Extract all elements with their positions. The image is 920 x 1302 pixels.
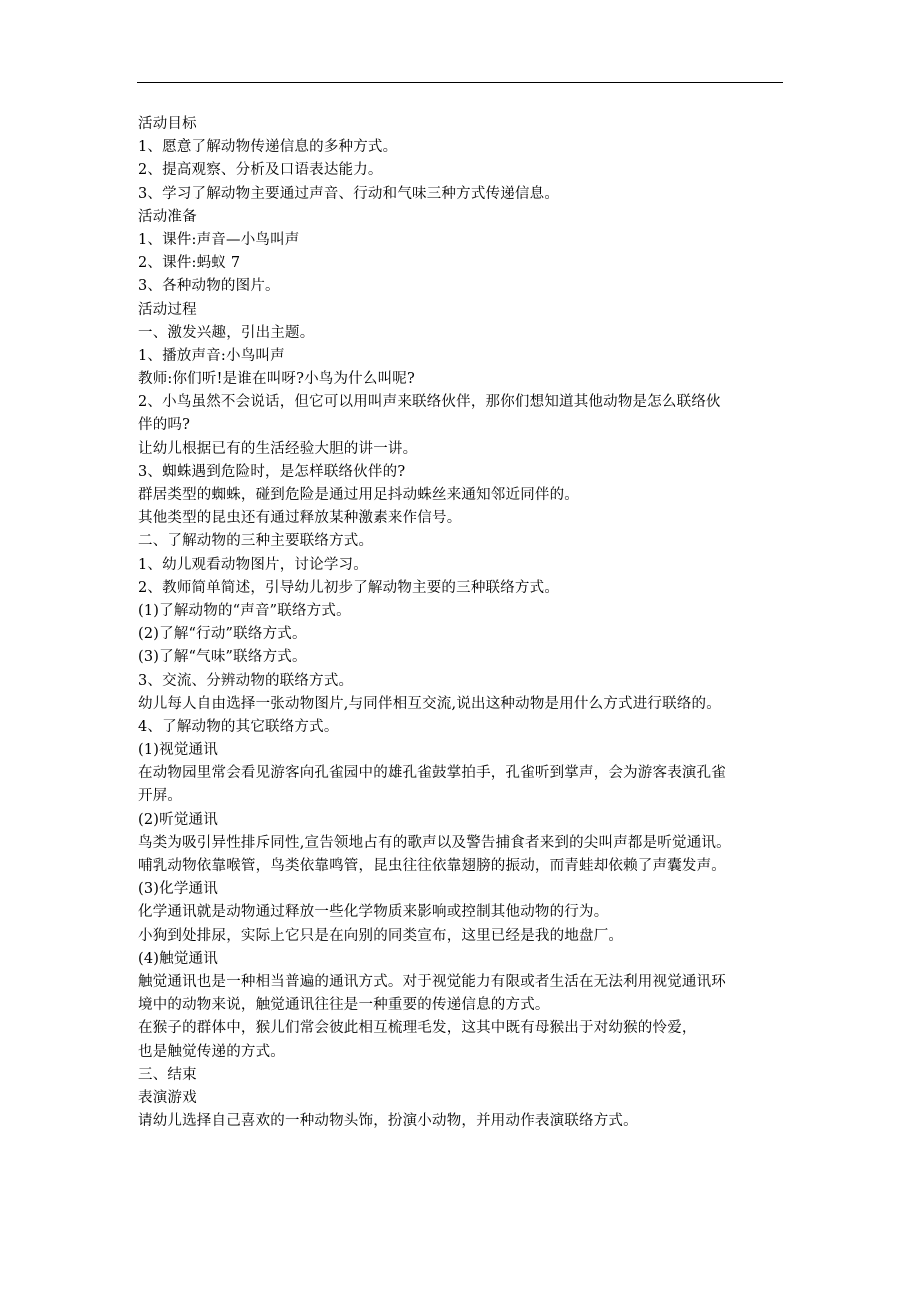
- text-line: 表演游戏: [138, 1089, 197, 1106]
- text-line: 2、课件:蚂蚁 7: [138, 255, 241, 272]
- text-line: 鸟类为吸引异性排斥同性,宣告领地占有的歌声以及警告捕食者来到的尖叫声都是听觉通讯。: [138, 834, 731, 851]
- document-body: [138, 113, 798, 1133]
- text-line: (4)触觉通讯: [138, 950, 218, 967]
- section-heading: 活动过程: [138, 301, 197, 318]
- section-heading: 活动目标: [138, 116, 197, 132]
- text-line: 让幼儿根据已有的生活经验大胆的讲一讲。: [138, 440, 418, 457]
- text-line: (2)听觉通讯: [138, 811, 218, 828]
- header-rule: [137, 82, 783, 83]
- text-line: 3、蜘蛛遇到危险时，是怎样联络伙伴的?: [138, 463, 406, 480]
- text-line: 一、激发兴趣，引出主题。: [138, 324, 315, 341]
- text-line: 触觉通讯也是一种相当普遍的通讯方式。对于视觉能力有限或者生活在无法利用视觉通讯环: [138, 973, 726, 990]
- text-line: 伴的吗?: [138, 417, 191, 434]
- text-line: (2)了解“行动”联络方式。: [138, 626, 307, 643]
- text-line: 1、课件:声音—小鸟叫声: [138, 231, 300, 248]
- text-line: 1、愿意了解动物传递信息的多种方式。: [138, 139, 398, 156]
- text-line: (3)化学通讯: [138, 881, 218, 898]
- text-line: 3、各种动物的图片。: [138, 278, 280, 295]
- text-line: 境中的动物来说，触觉通讯往往是一种重要的传递信息的方式。: [138, 997, 550, 1014]
- text-line: 幼儿每人自由选择一张动物图片,与同伴相互交流,说出这种动物是用什么方式进行联络的。: [138, 695, 721, 712]
- text-line: 三、结束: [138, 1066, 197, 1083]
- text-line: 开屏。: [138, 788, 183, 805]
- text-line: (1)视觉通讯: [138, 742, 218, 759]
- text-line: 1、幼儿观看动物图片，讨论学习。: [138, 556, 368, 573]
- text-line: 也是触觉传递的方式。: [138, 1043, 285, 1060]
- text-line: 其他类型的昆虫还有通过释放某种激素来作信号。: [138, 510, 462, 527]
- text-line: 化学通讯就是动物通过释放一些化学物质来影响或控制其他动物的行为。: [138, 904, 609, 921]
- text-line: 2、提高观察、分析及口语表达能力。: [138, 162, 383, 179]
- text-line: (1)了解动物的“声音”联络方式。: [138, 602, 351, 619]
- text-line: 群居类型的蜘蛛，碰到危险是通过用足抖动蛛丝来通知邻近同伴的。: [138, 487, 579, 503]
- text-line: 小狗到处排尿，实际上它只是在向别的同类宣布，这里已经是我的地盘厂。: [138, 927, 624, 944]
- text-line: 3、交流、分辨动物的联络方式。: [138, 672, 354, 689]
- text-line: 2、教师简单简述，引导幼儿初步了解动物主要的三种联络方式。: [138, 579, 560, 596]
- text-line: 请幼儿选择自己喜欢的一种动物头饰，扮演小动物，并用动作表演联络方式。: [138, 1113, 638, 1130]
- text-line: 1、播放声音:小鸟叫声: [138, 347, 285, 364]
- text-line: 教师:你们听!是谁在叫呀?小鸟为什么叫呢?: [138, 371, 415, 388]
- text-line: 在动物园里常会看见游客向孔雀园中的雄孔雀鼓掌拍手，孔雀听到掌声，会为游客表演孔雀: [138, 765, 726, 782]
- text-line: (3)了解“气味”联络方式。: [138, 649, 307, 666]
- text-line: 2、小鸟虽然不会说话，但它可以用叫声来联络伙伴，那你们想知道其他动物是怎么联络伙: [138, 394, 721, 411]
- text-line: 在猴子的群体中，猴儿们常会彼此相互梳理毛发，这其中既有母猴出于对幼猴的怜爱，: [138, 1020, 697, 1037]
- text-line: 4、了解动物的其它联络方式。: [138, 718, 339, 735]
- text-line: 二、了解动物的三种主要联络方式。: [138, 533, 374, 550]
- section-heading: 活动准备: [138, 208, 197, 225]
- text-line: 3、学习了解动物主要通过声音、行动和气味三种方式传递信息。: [138, 185, 560, 202]
- text-line: 哺乳动物依靠喉管，鸟类依靠鸣管，昆虫往往依靠翅膀的振动，而青蛙却依赖了声囊发声。: [138, 858, 726, 874]
